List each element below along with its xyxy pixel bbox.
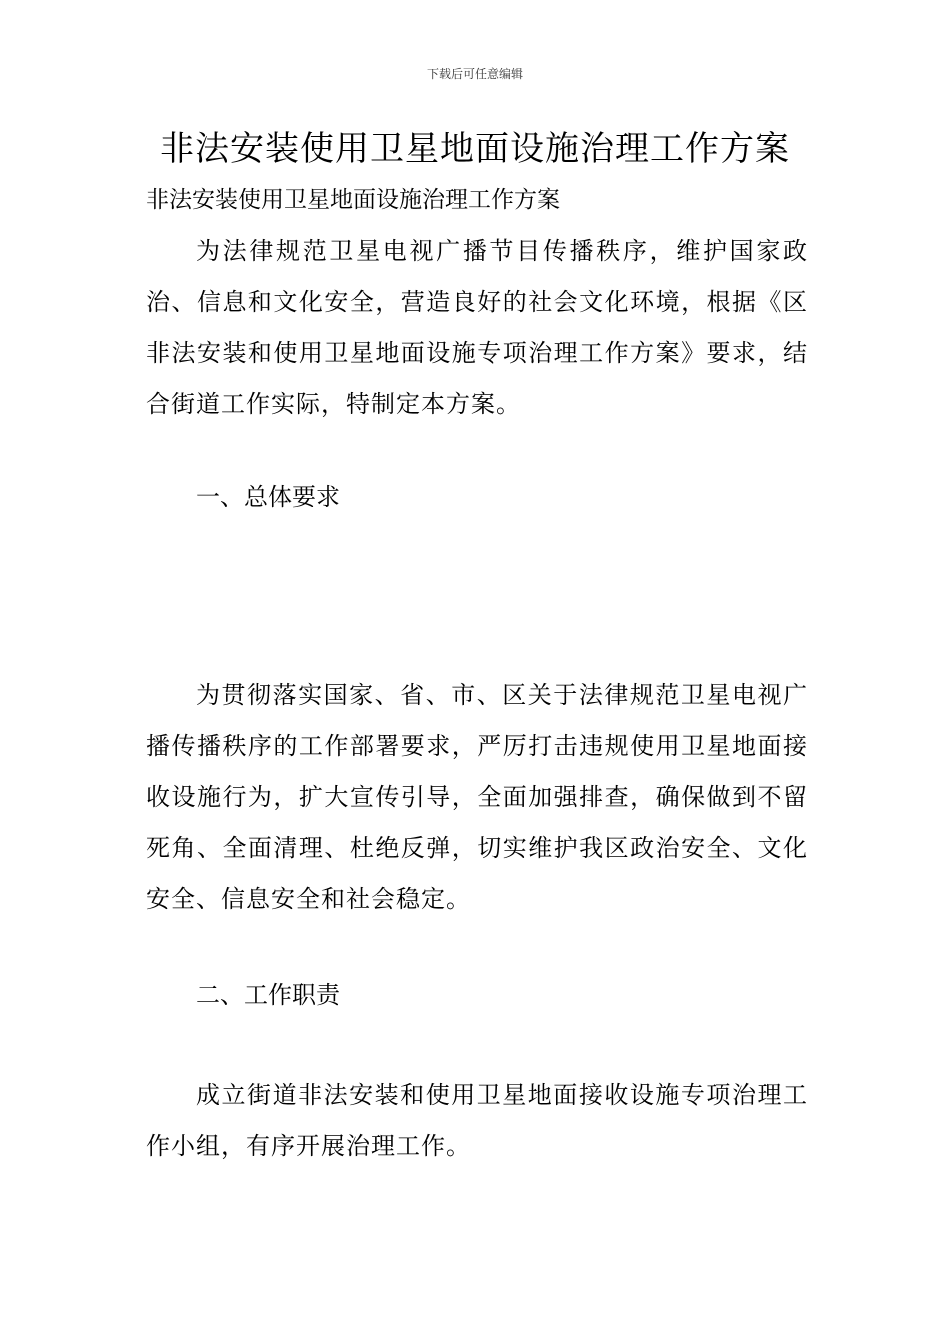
document-subtitle: 非法安装使用卫星地面设施治理工作方案 [146, 187, 560, 213]
document-title: 非法安装使用卫星地面设施治理工作方案 [160, 129, 790, 169]
section-body-work-duties: 成立街道非法安装和使用卫星地面接收设施专项治理工作小组，有序开展治理工作。 [146, 1081, 808, 1160]
section-heading-work-duties: 二、工作职责 [196, 981, 340, 1009]
section-heading-overall-requirements: 一、总体要求 [196, 483, 340, 511]
header-note: 下载后可任意编辑 [426, 67, 523, 81]
section-body-overall-requirements: 为贯彻落实国家、省、市、区关于法律规范卫星电视广播传播秩序的工作部署要求，严厉打击违规使用卫星地面接收设施行为，扩大宣传引导，全面加强排查，确保做到不留死角、全面清理、杜绝反弹，切实维护我区政治安全、文化安全、信息安全和社会稳定。 [146, 681, 808, 913]
intro-paragraph: 为法律规范卫星电视广播节目传播秩序，维护国家政治、信息和文化安全，营造良好的社会文化环境，根据《区非法安装和使用卫星地面设施专项治理工作方案》要求，结合街道工作实际，特制定本方案。 [146, 237, 808, 418]
